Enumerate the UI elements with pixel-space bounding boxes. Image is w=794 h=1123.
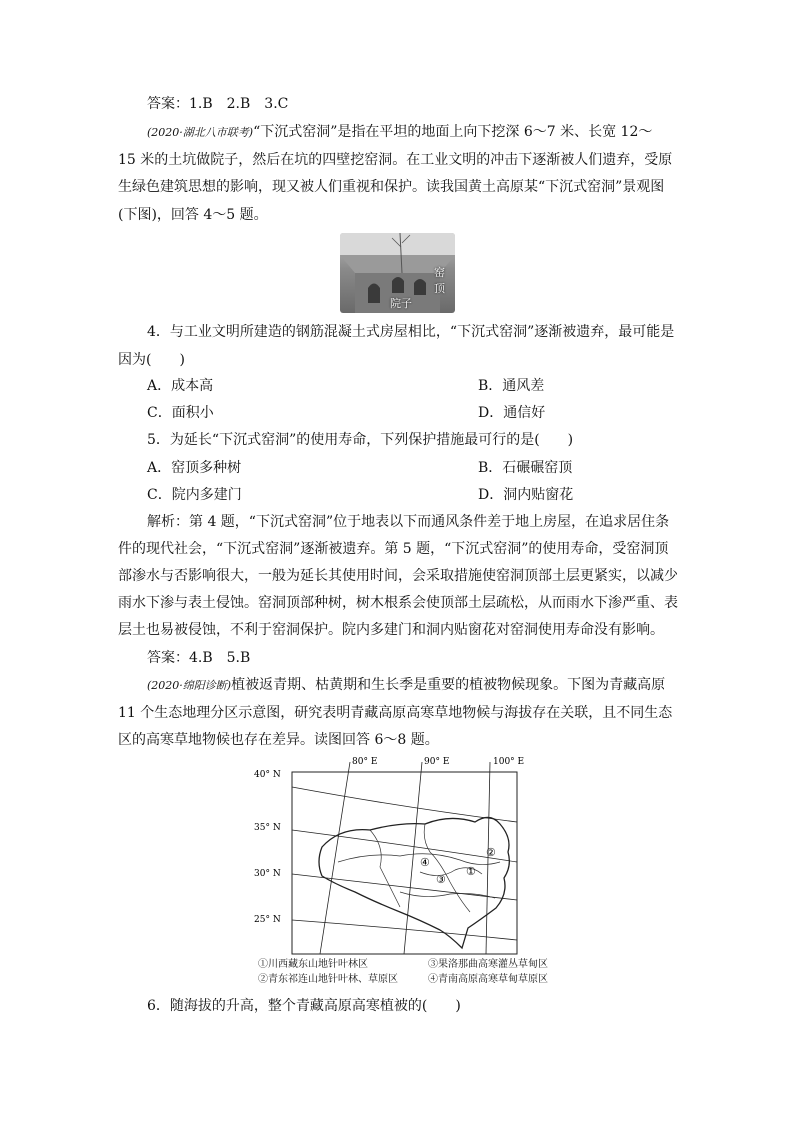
q6-stem: 6．随海拔的升高，整个青藏高原高寒植被的( ) bbox=[147, 998, 461, 1014]
lon-label-80: 80° E bbox=[352, 757, 378, 767]
intro-paragraph-line bbox=[147, 675, 665, 696]
q5-option-b: B．石碾碾窑顶 bbox=[478, 460, 573, 476]
map-frame bbox=[292, 772, 517, 954]
region-mark-2: ② bbox=[486, 846, 496, 859]
q5-option-a: A．窑顶多种树 bbox=[147, 460, 242, 476]
q4-option-d: D．通信好 bbox=[478, 405, 546, 421]
plateau-map-svg bbox=[250, 752, 550, 992]
q5-option-c: C．院内多建门 bbox=[147, 487, 242, 503]
region-mark-4: ④ bbox=[420, 856, 430, 869]
photo-label-yard: 院子 bbox=[390, 297, 412, 310]
q4-option-c: C．面积小 bbox=[147, 405, 214, 421]
q4-option-b: B．通风差 bbox=[478, 378, 545, 394]
lat-label-40: 40° N bbox=[254, 770, 281, 780]
photo-label-roof: 窑顶 bbox=[434, 266, 445, 295]
latitude-line bbox=[292, 920, 517, 940]
lon-label-90: 90° E bbox=[424, 757, 450, 767]
region-boundary bbox=[400, 892, 495, 898]
intro-text: “下沉式窑洞”是指在平坦的地面上向下挖深 6～7 米、长宽 12～ bbox=[253, 124, 653, 140]
source-tag: (2020·绵阳诊断) bbox=[147, 679, 232, 692]
analysis-line: 雨水下渗与表土侵蚀。窑洞顶部种树，树木根系会使顶部土层疏松，从而雨水下渗严重、表 bbox=[118, 595, 678, 611]
latitude-line bbox=[292, 787, 517, 822]
q4-stem-cont: 因为( ) bbox=[118, 352, 185, 368]
analysis-line: 层土也易被侵蚀，不利于窑洞保护。院内多建门和洞内贴窗花对窑洞使用寿命没有影响。 bbox=[118, 622, 664, 638]
lat-label-25: 25° N bbox=[254, 915, 281, 925]
q5-option-d: D．洞内贴窗花 bbox=[478, 487, 574, 503]
cave-dwelling-photo bbox=[340, 233, 455, 313]
analysis-line: 部渗水与否影响很大，一般为延长其使用时间，会采取措施使窑洞顶部土层更紧实，以减少 bbox=[118, 568, 678, 584]
lon-label-100: 100° E bbox=[493, 757, 525, 767]
legend-item-4: ④青南高原高寒草甸草原区 bbox=[428, 974, 548, 985]
legend-item-2: ②青东祁连山地针叶林、草原区 bbox=[258, 974, 398, 985]
intro-paragraph-line bbox=[147, 122, 652, 143]
region-mark-1: ① bbox=[466, 865, 476, 878]
q5-stem: 5．为延长“下沉式窑洞”的使用寿命，下列保护措施最可行的是( ) bbox=[147, 432, 574, 448]
q4-stem: 4．与工业文明所建造的钢筋混凝土式房屋相比，“下沉式窑洞”逐渐被遗弃，最可能是 bbox=[147, 324, 675, 340]
analysis-line: 解析：第 4 题，“下沉式窑洞”位于地表以下而通风条件差于地上房屋，在追求居住条 bbox=[147, 514, 670, 530]
analysis-line: 件的现代社会，“下沉式窑洞”逐渐被遗弃。第 5 题，“下沉式窑洞”的使用寿命，受窑洞顶 bbox=[118, 541, 669, 557]
plateau-map bbox=[250, 752, 550, 996]
answer-line-1-3: 答案：1.B 2.B 3.C bbox=[147, 96, 289, 112]
q4-option-a: A．成本高 bbox=[147, 378, 214, 394]
latitude-line bbox=[292, 830, 517, 862]
longitude-line bbox=[320, 762, 350, 954]
intro-paragraph-line: 15 米的土坑做院子，然后在坑的四壁挖窑洞。在工业文明的冲击下逐渐被人们遗弃，受原 bbox=[118, 152, 673, 168]
legend-item-1: ①川西藏东山地针叶林区 bbox=[258, 959, 368, 970]
legend-item-3: ③果洛那曲高寒灌丛草甸区 bbox=[428, 959, 548, 970]
intro-paragraph-line: 区的高寒草地物候也存在差异。读图回答 6～8 题。 bbox=[118, 732, 439, 748]
region-mark-3: ③ bbox=[436, 873, 446, 886]
lat-label-35: 35° N bbox=[254, 823, 281, 833]
region-boundary bbox=[370, 830, 400, 907]
intro-paragraph-line: 生绿色建筑思想的影响，现又被人们重视和保护。读我国黄土高原某“下沉式窑洞”景观图 bbox=[118, 179, 665, 195]
intro-paragraph-line: 11 个生态地理分区示意图，研究表明青藏高原高寒草地物候与海拔存在关联，且不同生态 bbox=[118, 705, 673, 721]
intro-paragraph-line: (下图)，回答 4～5 题。 bbox=[118, 207, 268, 223]
intro-text: 植被返青期、枯黄期和生长季是重要的植被物候现象。下图为青藏高原 bbox=[231, 677, 666, 693]
answer-line-4-5: 答案：4.B 5.B bbox=[147, 650, 251, 666]
lat-label-30: 30° N bbox=[254, 869, 281, 879]
source-tag: (2020·湖北八市联考) bbox=[147, 126, 254, 139]
